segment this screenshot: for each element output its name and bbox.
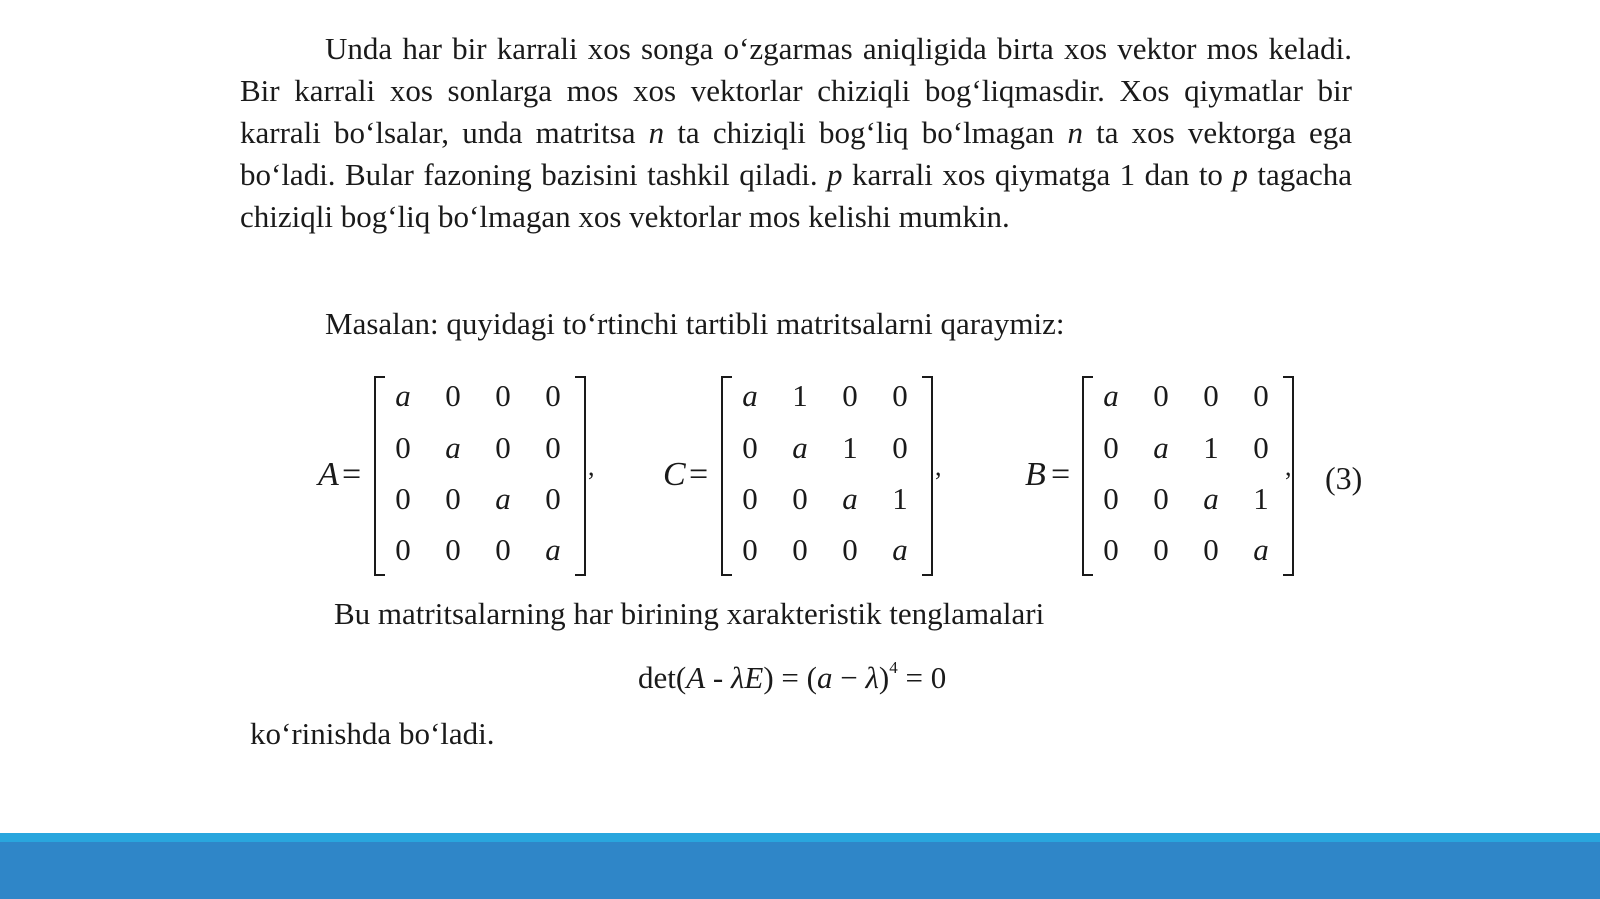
paragraph-conclusion: ko‘rinishda bo‘ladi. <box>250 716 495 751</box>
var-n: n <box>1067 115 1083 150</box>
matrix-cell: 0 <box>742 481 758 516</box>
matrix-cell: a <box>842 481 858 516</box>
matrix-cell: 0 <box>1153 378 1169 413</box>
matrix-cell: 0 <box>1253 378 1269 413</box>
var-n: n <box>648 115 665 150</box>
matrix-cell: 0 <box>792 481 808 516</box>
matrix-cell: 0 <box>495 532 511 567</box>
matrix-cell: 1 <box>892 481 908 516</box>
matrix-cell: 0 <box>1203 378 1219 413</box>
formula-paren: ) <box>878 660 890 695</box>
matrix-cell: 0 <box>445 532 461 567</box>
matrix-cell: 0 <box>1153 532 1169 567</box>
matrix-cell: 0 <box>445 378 461 413</box>
paragraph-eigenvectors <box>240 28 1352 238</box>
matrix-cell: a <box>892 532 908 567</box>
formula-minus: - <box>705 660 731 695</box>
separator-comma: , <box>935 452 942 481</box>
paragraph1-part1: Unda har bir karrali xos songa o‘zgarmas aniqligida birta xos vektor mos keladi. Bir karrali xos sonlarga mos xos vektorlar chiziqli bog‘liqmasdir. Xos qiymatlar bir karrali bo‘lsalar, unda matritsa <box>240 31 1352 150</box>
matrix-name: A <box>318 456 339 493</box>
matrix-cell: 0 <box>1103 430 1119 465</box>
matrix-cell: 0 <box>495 430 511 465</box>
footer-bar <box>0 842 1600 899</box>
matrix-cell: a <box>495 481 511 516</box>
matrix-cell: 0 <box>892 430 908 465</box>
formula-equals-zero: = 0 <box>897 660 947 695</box>
matrix-cell: a <box>395 378 411 413</box>
formula-exponent: 4 <box>889 657 898 677</box>
matrix-cell: 0 <box>545 378 561 413</box>
right-bracket <box>575 376 586 576</box>
paragraph-characteristic: Bu matritsalarning har birining xarakteristik tenglamalari <box>334 596 1045 631</box>
matrix-cell: 0 <box>445 481 461 516</box>
right-bracket <box>922 376 933 576</box>
formula-det: det( <box>638 660 687 695</box>
matrix-cell: 0 <box>395 481 411 516</box>
var-p: p <box>1232 157 1248 192</box>
matrix-cell: a <box>792 430 808 465</box>
matrix-cell: 0 <box>495 378 511 413</box>
formula-a: a <box>816 660 833 695</box>
matrix-cell: 1 <box>1203 430 1219 465</box>
equals-sign: = <box>342 456 362 493</box>
var-p: p <box>827 157 843 192</box>
matrix-cell: a <box>445 430 461 465</box>
matrix-cell: 0 <box>1103 481 1119 516</box>
matrix-cell: 0 <box>742 532 758 567</box>
equals-sign: = <box>689 456 709 493</box>
matrix-cell: a <box>742 378 758 413</box>
matrix-cell: 1 <box>842 430 858 465</box>
paragraph1-part5: tagacha chiziqli bog‘liq bo‘lmagan xos vektorlar mos kelishi mumkin. <box>240 157 1352 234</box>
formula-a-matrix: A <box>686 660 706 695</box>
matrix-cell: 0 <box>1103 532 1119 567</box>
separator-comma: , <box>588 452 595 481</box>
matrix-cell: 0 <box>545 481 561 516</box>
footer-accent-line <box>0 833 1600 842</box>
characteristic-equation <box>638 657 947 696</box>
matrix-name: B <box>1025 456 1046 493</box>
matrix-cell: 0 <box>742 430 758 465</box>
matrix-cell: a <box>1153 430 1169 465</box>
matrix-cell: 0 <box>1153 481 1169 516</box>
matrix-cell: 0 <box>892 378 908 413</box>
separator-comma: , <box>1285 452 1292 481</box>
matrix-name: C <box>663 456 686 493</box>
matrix-cell: 0 <box>1253 430 1269 465</box>
paragraph1-part4: karrali xos qiymatga 1 dan to <box>842 157 1233 192</box>
matrix-cell: a <box>1203 481 1219 516</box>
paragraph-example-intro: Masalan: quyidagi to‘rtinchi tartibli matritsalarni qaraymiz: <box>325 306 1065 341</box>
matrix-cell: 0 <box>1203 532 1219 567</box>
matrix-cell: 0 <box>395 430 411 465</box>
equation-number: (3) <box>1325 460 1363 496</box>
matrix-cell: a <box>1103 378 1119 413</box>
matrix-cell: 0 <box>842 378 858 413</box>
formula-lambda: λ <box>865 660 879 695</box>
paragraph1-part3: ta xos vektorga ega bo‘ladi. Bular fazoning bazisini tashkil qiladi. <box>240 115 1352 192</box>
paragraph1-part2: ta chiziqli bog‘liq bo‘lmagan <box>664 115 1068 150</box>
matrix-cell: 0 <box>545 430 561 465</box>
matrix-cell: a <box>545 532 561 567</box>
formula-equals: ) = ( <box>763 660 817 695</box>
matrix-cell: a <box>1253 532 1269 567</box>
matrix-cell: 1 <box>792 378 808 413</box>
matrix-cell: 0 <box>395 532 411 567</box>
matrix-cell: 0 <box>842 532 858 567</box>
formula-lambda-e: λE <box>730 660 764 695</box>
equals-sign: = <box>1051 456 1071 493</box>
matrix-cell: 0 <box>792 532 808 567</box>
formula-minus-sign: − <box>832 660 866 695</box>
matrix-cell: 1 <box>1253 481 1269 516</box>
